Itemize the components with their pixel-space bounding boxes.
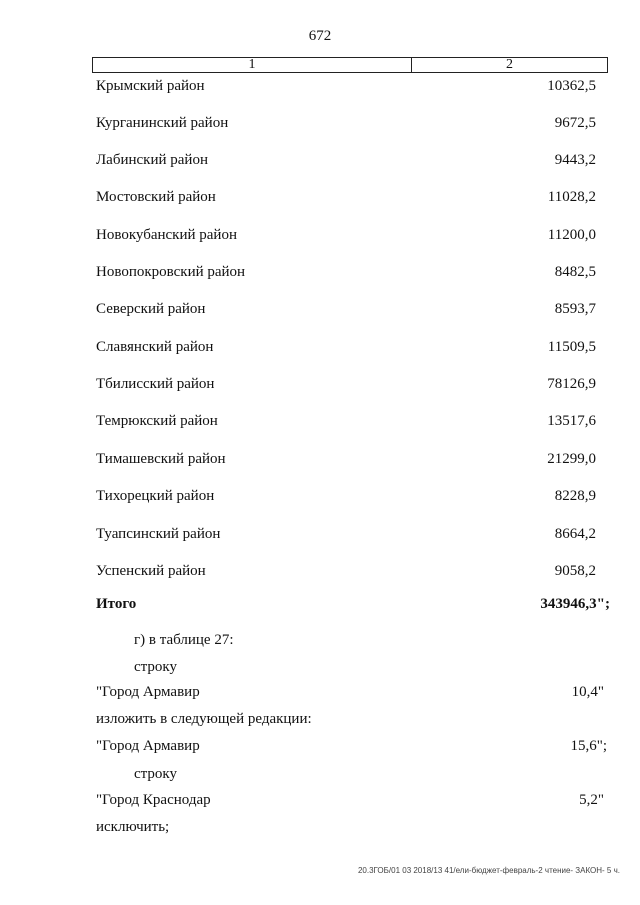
table-row (96, 152, 596, 172)
table-header (92, 57, 608, 73)
district-value: 10362,5 (547, 78, 596, 94)
total-row (96, 596, 610, 616)
total-label: Итого (96, 596, 137, 612)
armavir-new-name: "Город Армавир (96, 738, 200, 754)
district-value: 13517,6 (547, 413, 596, 429)
item-g-text: г) в таблице 27: (134, 632, 234, 648)
table-header-col1: 1 (93, 58, 412, 72)
table-row (96, 563, 596, 583)
table-row (96, 526, 596, 546)
isklyuchit-text: исключить; (96, 819, 170, 835)
armavir-old-row (96, 684, 604, 704)
table-row (96, 115, 596, 135)
district-name: Тбилисский район (96, 376, 215, 392)
district-name: Мостовский район (96, 189, 216, 205)
district-value: 11509,5 (547, 339, 596, 355)
district-name: Лабинский район (96, 152, 208, 168)
district-name: Славянский район (96, 339, 214, 355)
district-name: Темрюкский район (96, 413, 218, 429)
table-row (96, 413, 596, 433)
armavir-old-value: 10,4" (571, 684, 604, 700)
district-name: Крымский район (96, 78, 205, 94)
krasnodar-name: "Город Краснодар (96, 792, 211, 808)
armavir-new-value: 15,6"; (570, 738, 607, 754)
krasnodar-value: 5,2" (579, 792, 604, 808)
district-value: 78126,9 (547, 376, 596, 392)
krasnodar-row (96, 792, 604, 812)
district-name: Туапсинский район (96, 526, 221, 542)
table-row (96, 227, 596, 247)
total-value: 343946,3"; (540, 596, 610, 612)
district-name: Курганинский район (96, 115, 229, 131)
district-name: Северский район (96, 301, 206, 317)
stroku-text: строку (134, 659, 177, 675)
page-number: 672 (308, 28, 332, 44)
district-value: 8482,5 (554, 264, 596, 280)
table-row (96, 451, 596, 471)
stroku-text-2: строку (134, 766, 177, 782)
table-row (96, 301, 596, 321)
district-value: 11028,2 (547, 189, 596, 205)
district-name: Тихорецкий район (96, 488, 215, 504)
table-row (96, 78, 596, 98)
district-value: 9443,2 (554, 152, 596, 168)
district-value: 8228,9 (554, 488, 596, 504)
footer-filename: 20.3ГОБ/01 03 2018/13 41/ели-бюджет-февраль-2 чтение- ЗАКОН- 5 ч. (357, 866, 620, 875)
armavir-old-name: "Город Армавир (96, 684, 200, 700)
table-row (96, 339, 596, 359)
izlozhit-text: изложить в следующей редакции: (96, 711, 312, 727)
table-row (96, 376, 596, 396)
district-name: Тимашевский район (96, 451, 226, 467)
district-value: 11200,0 (547, 227, 596, 243)
table-row (96, 488, 596, 508)
district-value: 9672,5 (554, 115, 596, 131)
district-value: 8664,2 (554, 526, 596, 542)
armavir-new-row (96, 738, 607, 758)
table-row (96, 264, 596, 284)
district-name: Успенский район (96, 563, 206, 579)
table-row (96, 189, 596, 209)
district-value: 8593,7 (554, 301, 596, 317)
district-name: Новопокровский район (96, 264, 246, 280)
district-value: 9058,2 (554, 563, 596, 579)
table-header-col2: 2 (506, 57, 513, 72)
district-name: Новокубанский район (96, 227, 237, 243)
district-value: 21299,0 (547, 451, 596, 467)
